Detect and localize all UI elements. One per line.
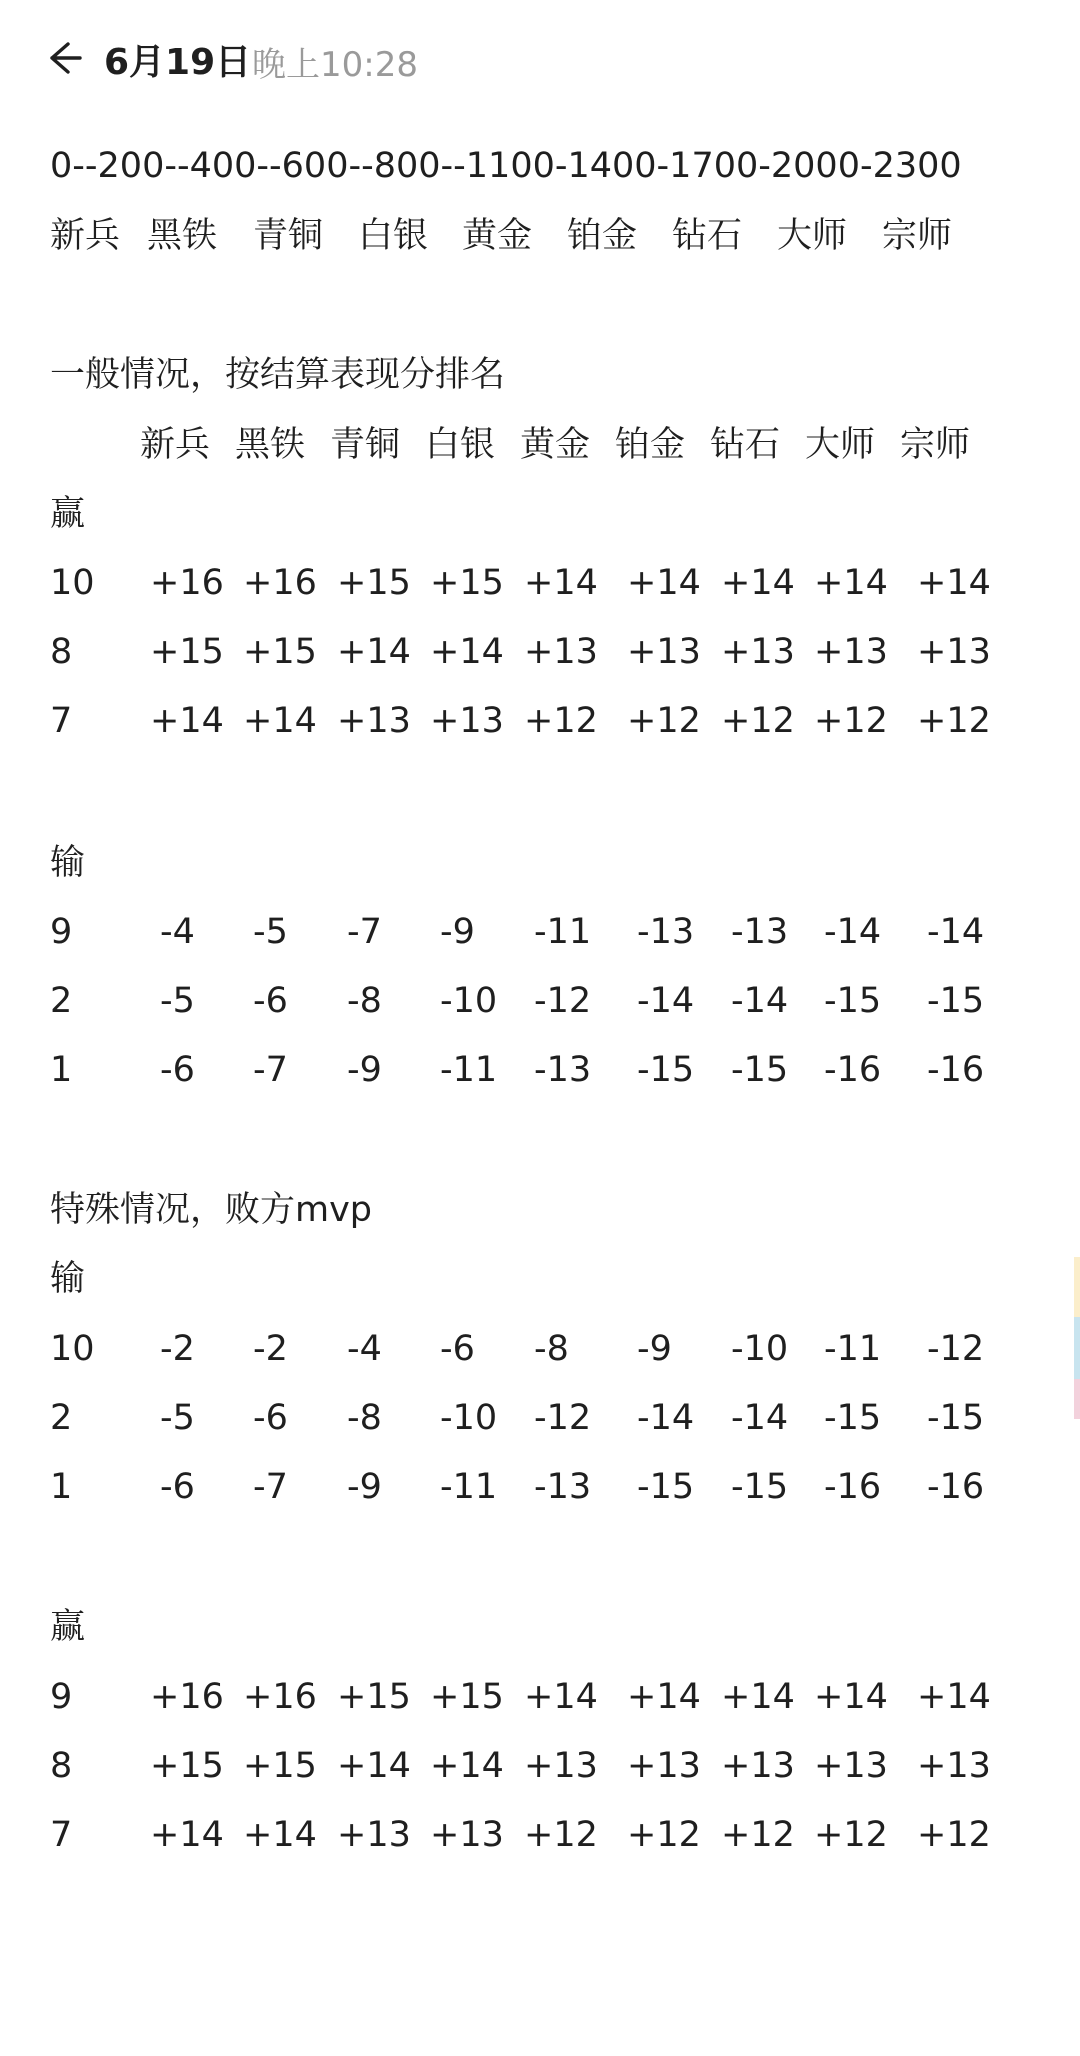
note-time: 晚上10:28 xyxy=(252,45,418,85)
table-cell: -6 xyxy=(253,981,288,1021)
note-header xyxy=(0,0,1080,116)
table-cell: +14 xyxy=(524,563,598,603)
table-cell: +14 xyxy=(814,1677,888,1717)
table-cell: -13 xyxy=(637,912,695,952)
table-cell: -12 xyxy=(534,981,592,1021)
table-cell: -12 xyxy=(927,1329,985,1369)
back-button[interactable] xyxy=(44,36,88,80)
arrow-left-icon xyxy=(44,36,88,80)
rank-name: 白银 xyxy=(358,216,429,256)
table-cell: +14 xyxy=(243,1815,317,1855)
section-title: 特殊情况，败方mvp xyxy=(50,1190,373,1230)
table-cell: -10 xyxy=(440,1398,498,1438)
table-row-label: 7 xyxy=(50,1815,73,1855)
table-cell: -4 xyxy=(160,912,195,952)
score-thresholds: 0--200--400--600--800--1100-1400-1700-2000-2300 xyxy=(50,146,962,186)
table-cell: -5 xyxy=(160,1398,195,1438)
table-header-cell: 黑铁 xyxy=(235,425,306,465)
table-cell: -15 xyxy=(731,1467,789,1507)
table-cell: +14 xyxy=(524,1677,598,1717)
table-cell: -15 xyxy=(637,1050,695,1090)
table-cell: -15 xyxy=(637,1467,695,1507)
table-cell: +12 xyxy=(917,1815,991,1855)
table-cell: +15 xyxy=(337,563,411,603)
table-cell: -13 xyxy=(534,1050,592,1090)
table-cell: +16 xyxy=(150,1677,224,1717)
table-cell: -16 xyxy=(927,1467,985,1507)
table-cell: +13 xyxy=(627,1746,701,1786)
table-cell: -15 xyxy=(927,1398,985,1438)
table-cell: -15 xyxy=(927,981,985,1021)
table-header-cell: 铂金 xyxy=(615,425,686,465)
table-cell: +13 xyxy=(917,632,991,672)
table-cell: -6 xyxy=(160,1050,195,1090)
table-header-cell: 新兵 xyxy=(140,425,211,465)
table-cell: +13 xyxy=(524,1746,598,1786)
table-cell: +12 xyxy=(721,701,795,741)
table-cell: -14 xyxy=(731,1398,789,1438)
table-row-label: 8 xyxy=(50,1746,73,1786)
table-cell: +13 xyxy=(337,1815,411,1855)
table-cell: -8 xyxy=(347,981,382,1021)
table-cell: -16 xyxy=(824,1467,882,1507)
table-cell: +14 xyxy=(814,563,888,603)
table-cell: +14 xyxy=(150,701,224,741)
table-row-label: 10 xyxy=(50,563,95,603)
rank-name: 大师 xyxy=(777,216,848,256)
table-cell: +15 xyxy=(150,1746,224,1786)
table-cell: -11 xyxy=(440,1050,498,1090)
table-cell: +16 xyxy=(243,1677,317,1717)
rank-name: 青铜 xyxy=(253,216,324,256)
table-header-cell: 大师 xyxy=(805,425,876,465)
table-cell: -10 xyxy=(440,981,498,1021)
table-cell: +13 xyxy=(430,701,504,741)
table-row-label: 1 xyxy=(50,1050,73,1090)
table-cell: -13 xyxy=(534,1467,592,1507)
table-cell: +15 xyxy=(430,1677,504,1717)
table-row-label: 9 xyxy=(50,1677,73,1717)
win-label: 赢 xyxy=(50,494,86,534)
lose-label: 输 xyxy=(50,843,86,883)
table-cell: -12 xyxy=(534,1398,592,1438)
table-cell: -8 xyxy=(534,1329,569,1369)
table-cell: -14 xyxy=(637,981,695,1021)
table-cell: +12 xyxy=(917,701,991,741)
table-cell: -9 xyxy=(637,1329,672,1369)
table-cell: -6 xyxy=(440,1329,475,1369)
table-cell: -14 xyxy=(637,1398,695,1438)
table-row-label: 2 xyxy=(50,981,73,1021)
table-cell: -7 xyxy=(253,1050,288,1090)
scroll-indicator-blue xyxy=(1074,1317,1080,1379)
table-cell: -5 xyxy=(253,912,288,952)
table-cell: -15 xyxy=(824,981,882,1021)
table-cell: -11 xyxy=(824,1329,882,1369)
table-cell: +13 xyxy=(917,1746,991,1786)
table-cell: -15 xyxy=(824,1398,882,1438)
table-cell: -13 xyxy=(731,912,789,952)
section-title: 一般情况，按结算表现分排名 xyxy=(50,355,506,395)
table-cell: +14 xyxy=(337,1746,411,1786)
rank-name: 宗师 xyxy=(882,216,953,256)
scroll-indicator-yellow xyxy=(1074,1257,1080,1317)
table-cell: -9 xyxy=(347,1050,382,1090)
table-cell: +12 xyxy=(524,701,598,741)
table-cell: +13 xyxy=(721,1746,795,1786)
table-cell: +14 xyxy=(721,563,795,603)
rank-name: 黑铁 xyxy=(147,216,218,256)
table-cell: +12 xyxy=(814,701,888,741)
table-cell: +13 xyxy=(337,701,411,741)
scroll-indicator-pink xyxy=(1074,1379,1080,1419)
table-cell: -14 xyxy=(824,912,882,952)
table-row-label: 9 xyxy=(50,912,73,952)
table-header-cell: 黄金 xyxy=(520,425,591,465)
table-cell: +16 xyxy=(150,563,224,603)
table-cell: +14 xyxy=(917,1677,991,1717)
table-row-label: 10 xyxy=(50,1329,95,1369)
table-cell: -4 xyxy=(347,1329,382,1369)
table-cell: +15 xyxy=(150,632,224,672)
table-cell: +12 xyxy=(721,1815,795,1855)
table-header-cell: 钻石 xyxy=(710,425,781,465)
table-cell: -2 xyxy=(253,1329,288,1369)
table-cell: +13 xyxy=(627,632,701,672)
table-cell: -11 xyxy=(440,1467,498,1507)
rank-name: 黄金 xyxy=(462,216,533,256)
table-cell: +12 xyxy=(524,1815,598,1855)
table-row-label: 2 xyxy=(50,1398,73,1438)
win-label: 赢 xyxy=(50,1607,86,1647)
rank-name: 新兵 xyxy=(50,216,121,256)
table-cell: +13 xyxy=(721,632,795,672)
table-row-label: 8 xyxy=(50,632,73,672)
table-cell: +12 xyxy=(627,701,701,741)
table-cell: +13 xyxy=(814,1746,888,1786)
table-cell: -11 xyxy=(534,912,592,952)
table-row-label: 1 xyxy=(50,1467,73,1507)
table-cell: -2 xyxy=(160,1329,195,1369)
table-cell: +14 xyxy=(430,632,504,672)
table-cell: -5 xyxy=(160,981,195,1021)
table-cell: +14 xyxy=(150,1815,224,1855)
table-cell: +13 xyxy=(430,1815,504,1855)
table-cell: -7 xyxy=(253,1467,288,1507)
table-cell: -6 xyxy=(160,1467,195,1507)
table-cell: -6 xyxy=(253,1398,288,1438)
table-cell: -7 xyxy=(347,912,382,952)
table-row-label: 7 xyxy=(50,701,73,741)
table-cell: -9 xyxy=(347,1467,382,1507)
table-cell: +13 xyxy=(814,632,888,672)
table-cell: -16 xyxy=(927,1050,985,1090)
lose-label: 输 xyxy=(50,1259,86,1299)
table-cell: +15 xyxy=(430,563,504,603)
table-cell: +15 xyxy=(243,632,317,672)
table-cell: +15 xyxy=(337,1677,411,1717)
table-cell: +14 xyxy=(337,632,411,672)
table-cell: -15 xyxy=(731,1050,789,1090)
table-cell: +16 xyxy=(243,563,317,603)
table-cell: -8 xyxy=(347,1398,382,1438)
table-cell: +15 xyxy=(243,1746,317,1786)
table-cell: +14 xyxy=(430,1746,504,1786)
table-cell: +14 xyxy=(917,563,991,603)
table-header-cell: 宗师 xyxy=(900,425,971,465)
table-cell: +14 xyxy=(243,701,317,741)
table-cell: -10 xyxy=(731,1329,789,1369)
table-cell: +12 xyxy=(627,1815,701,1855)
table-header-cell: 青铜 xyxy=(330,425,401,465)
rank-name: 铂金 xyxy=(567,216,638,256)
table-cell: +14 xyxy=(627,1677,701,1717)
table-cell: -14 xyxy=(731,981,789,1021)
table-cell: -14 xyxy=(927,912,985,952)
table-cell: -16 xyxy=(824,1050,882,1090)
table-header-cell: 白银 xyxy=(425,425,496,465)
rank-name: 钻石 xyxy=(672,216,743,256)
table-cell: +14 xyxy=(721,1677,795,1717)
note-date: 6月19日 xyxy=(104,42,252,83)
table-cell: +14 xyxy=(627,563,701,603)
table-cell: -9 xyxy=(440,912,475,952)
table-cell: +12 xyxy=(814,1815,888,1855)
table-cell: +13 xyxy=(524,632,598,672)
